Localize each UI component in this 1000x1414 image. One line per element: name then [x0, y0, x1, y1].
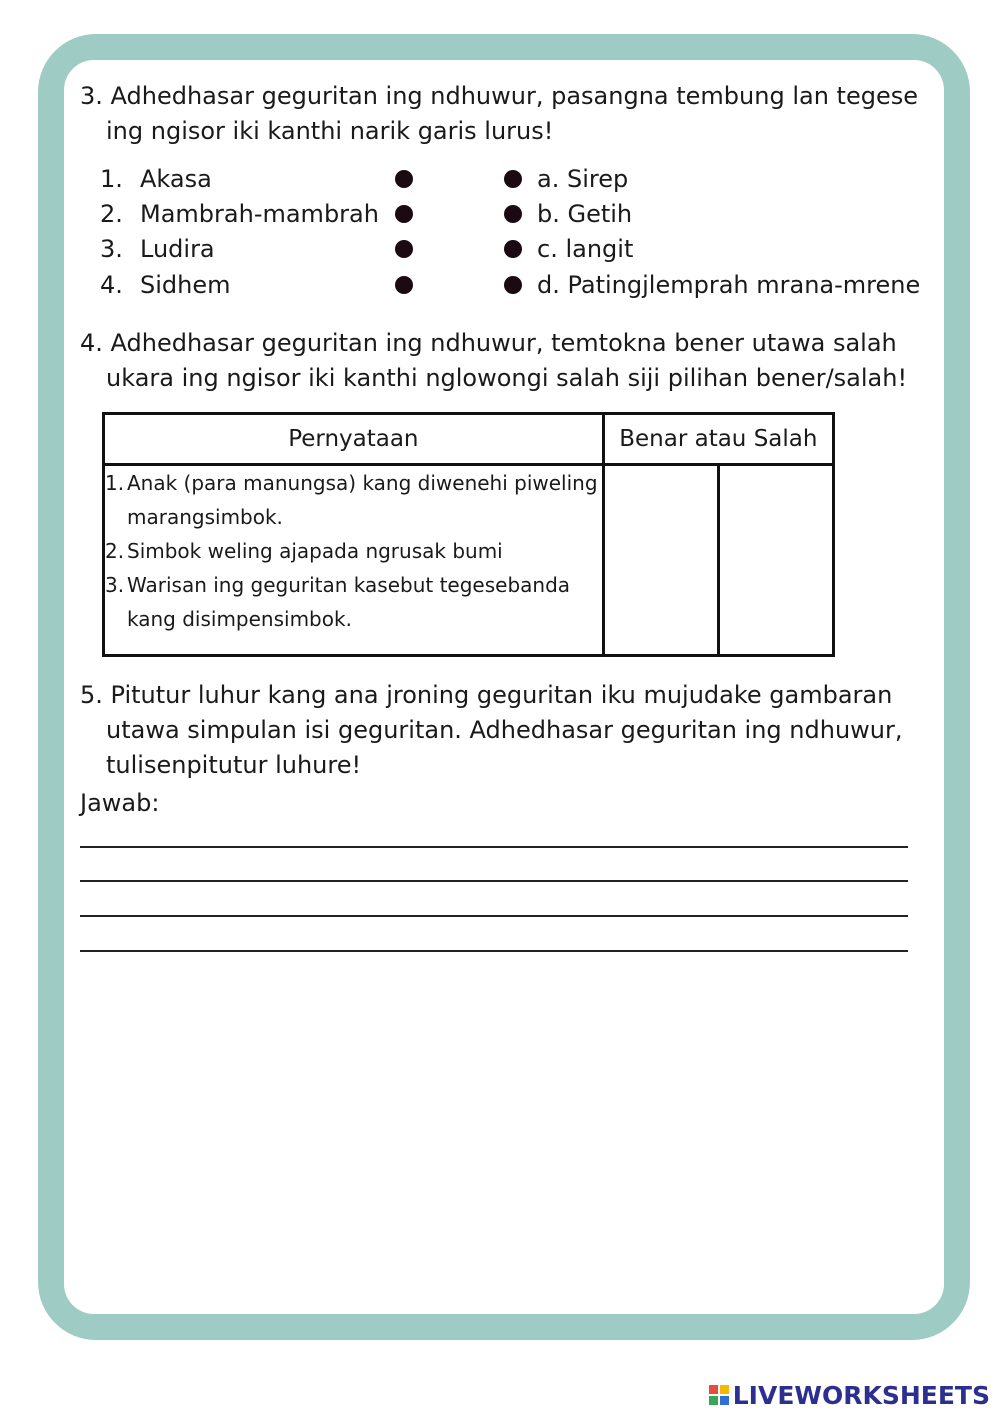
salah-answer-cell[interactable] [718, 465, 833, 656]
answer-line-4[interactable] [80, 950, 908, 952]
match-row-4 [100, 268, 940, 303]
match-left-word: Sidhem [140, 271, 231, 299]
match-row-1 [100, 162, 940, 197]
match-right-answer: c. langit [537, 235, 634, 263]
liveworksheets-brand [709, 1381, 990, 1409]
match-right-dot[interactable] [504, 205, 522, 223]
match-row-3 [100, 232, 940, 267]
statement-text: Simbok weling ajapada ngrusak bumi [127, 539, 503, 563]
statement-item [105, 568, 602, 636]
match-right-dot[interactable] [504, 276, 522, 294]
match-right-answer: a. Sirep [537, 165, 629, 193]
brand-name: LIVEWORKSHEETS [732, 1380, 990, 1410]
question-5-prompt [80, 678, 940, 783]
question-3-line-2: ing ngisor iki kanthi narik garis lurus! [106, 117, 554, 145]
match-right-answer: d. Patingjlemprah mrana-mrene [537, 271, 921, 299]
question-4-line-1: 4. Adhedhasar geguritan ing ndhuwur, temtokna bener utawa salah [80, 329, 897, 357]
statement-text: Anak (para manungsa) kang diwenehi piweling marangsimbok. [127, 471, 598, 529]
match-left-dot[interactable] [395, 205, 413, 223]
match-left-number: 4. [100, 271, 123, 299]
statement-item [105, 466, 602, 534]
match-left-word: Akasa [140, 165, 212, 193]
statement-number: 2. [105, 539, 125, 563]
choice-header: Benar atau Salah [603, 414, 833, 465]
question-4-line-2: ukara ing ngisor iki kanthi nglowongi salah siji pilihan bener/salah! [106, 364, 908, 392]
match-left-number: 3. [100, 235, 123, 263]
question-3-prompt [80, 79, 940, 149]
match-left-dot[interactable] [395, 240, 413, 258]
statement-header: Pernyataan [104, 414, 604, 465]
match-right-dot[interactable] [504, 240, 522, 258]
question-4-prompt [80, 326, 940, 396]
question-3-line-1: 3. Adhedhasar geguritan ing ndhuwur, pasangna tembung lan tegese [80, 82, 918, 110]
benar-answer-cell[interactable] [603, 465, 718, 656]
answer-label: Jawab: [80, 789, 160, 817]
question-5-line-2: utawa simpulan isi geguritan. Adhedhasar geguritan ing ndhuwur, [106, 716, 903, 744]
match-left-number: 1. [100, 165, 123, 193]
answer-line-2[interactable] [80, 880, 908, 882]
match-left-dot[interactable] [395, 276, 413, 294]
statement-item [105, 534, 602, 568]
match-left-number: 2. [100, 200, 123, 228]
statement-number: 1. [105, 471, 125, 495]
match-row-2 [100, 197, 940, 232]
match-right-dot[interactable] [504, 170, 522, 188]
true-false-table [102, 412, 835, 657]
statements-cell [104, 465, 604, 656]
question-5-line-3: tulisenpitutur luhure! [106, 751, 362, 779]
answer-line-1[interactable] [80, 846, 908, 848]
match-left-word: Mambrah-mambrah [140, 200, 379, 228]
statement-number: 3. [105, 573, 125, 597]
liveworksheets-logo-icon [709, 1385, 729, 1405]
match-right-answer: b. Getih [537, 200, 633, 228]
answer-line-3[interactable] [80, 915, 908, 917]
question-5-line-1: 5. Pitutur luhur kang ana jroning geguritan iku mujudake gambaran [80, 681, 893, 709]
match-left-word: Ludira [140, 235, 215, 263]
match-left-dot[interactable] [395, 170, 413, 188]
statement-text: Warisan ing geguritan kasebut tegesebanda kang disimpensimbok. [127, 573, 571, 631]
